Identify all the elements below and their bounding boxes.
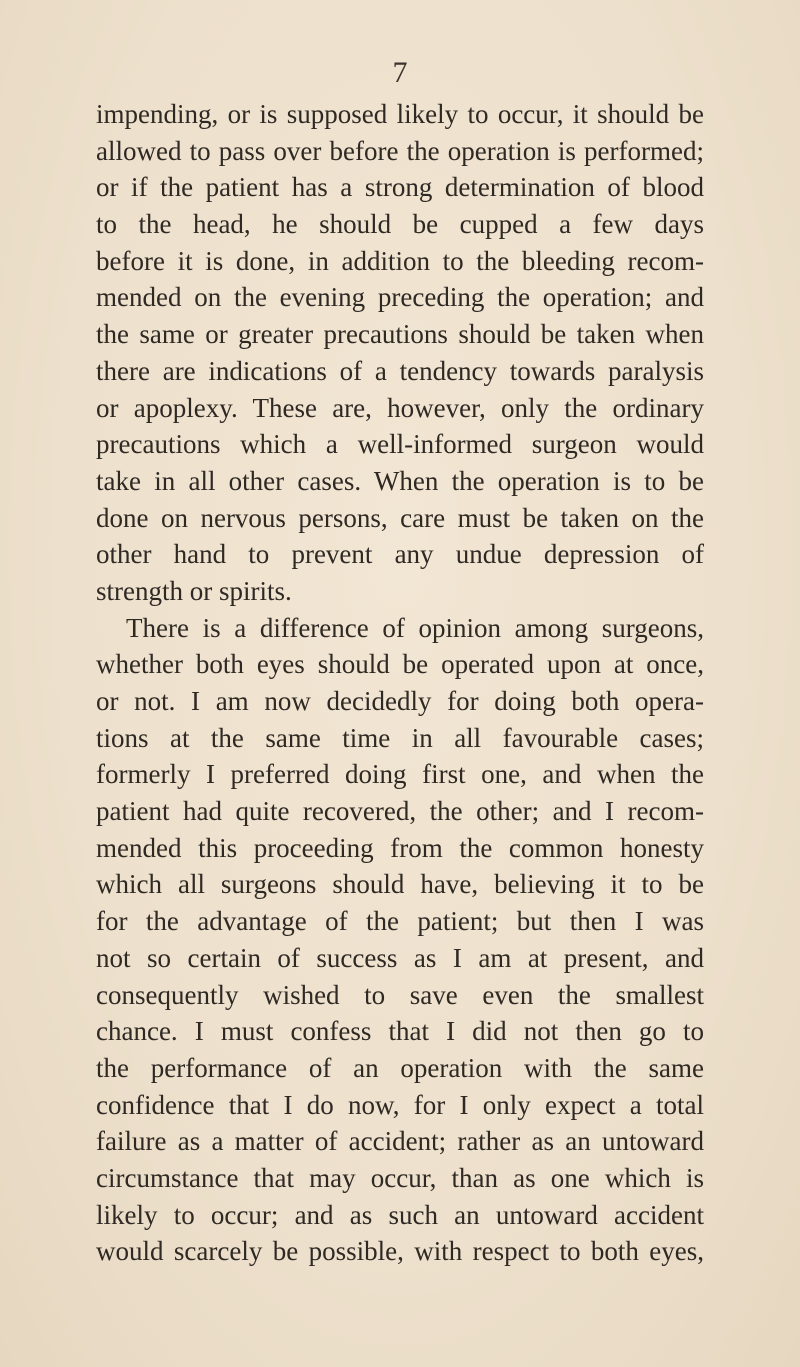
body-text — [96, 96, 704, 1270]
text-line: or if the patient has a strong determination of blood — [96, 172, 704, 203]
text-line: done on nervous persons, care must be taken on the — [96, 502, 704, 533]
text-line: or not. I am now decidedly for doing both opera- — [96, 686, 704, 716]
text-line: There is a difference of opinion among surgeons, — [126, 612, 704, 643]
text-line: which all surgeons should have, believing it to be — [96, 869, 704, 900]
text-line: to the head, he should be cupped a few days — [96, 209, 704, 240]
text-line: whether both eyes should be operated upon at once, — [96, 649, 704, 680]
text-line: consequently wished to save even the smallest — [96, 979, 704, 1010]
text-line: other hand to prevent any undue depression of — [96, 539, 704, 570]
text-line: tions at the same time in all favourable cases; — [96, 722, 704, 753]
text-line: take in all other cases. When the operation is to be — [96, 465, 704, 496]
text-line: precautions which a well-informed surgeon would — [96, 429, 704, 460]
text-line: would scarcely be possible, with respect to both eyes, — [96, 1236, 704, 1267]
text-line: formerly I preferred doing first one, and when the — [96, 759, 704, 790]
text-line: likely to occur; and as such an untoward accident — [96, 1199, 704, 1230]
text-line: impending, or is supposed likely to occur, it should be — [96, 99, 704, 129]
text-line: circumstance that may occur, than as one which is — [96, 1162, 704, 1193]
text-line: mended this proceeding from the common honesty — [96, 832, 704, 863]
text-line: the same or greater precautions should be taken when — [96, 319, 704, 350]
text-line: mended on the evening preceding the operation; and — [96, 282, 704, 313]
text-line: not so certain of success as I am at present, and — [96, 942, 704, 973]
text-line: before it is done, in addition to the bleeding recom- — [96, 245, 704, 276]
text-line: strength or spirits. — [96, 575, 292, 606]
page-number: 7 — [392, 56, 408, 89]
text-line: for the advantage of the patient; but then I was — [96, 906, 704, 937]
text-line: allowed to pass over before the operation is performed; — [96, 135, 704, 166]
text-line: there are indications of a tendency towards paralysis — [96, 355, 704, 386]
text-line: or apoplexy. These are, however, only the ordinary — [96, 392, 704, 423]
text-line: the performance of an operation with the same — [96, 1052, 704, 1083]
text-line: chance. I must confess that I did not then go to — [96, 1016, 704, 1047]
text-line: confidence that I do now, for I only expect a total — [96, 1089, 704, 1120]
text-line: patient had quite recovered, the other; and I recom- — [96, 796, 704, 827]
text-line: failure as a matter of accident; rather as an untoward — [96, 1126, 704, 1157]
